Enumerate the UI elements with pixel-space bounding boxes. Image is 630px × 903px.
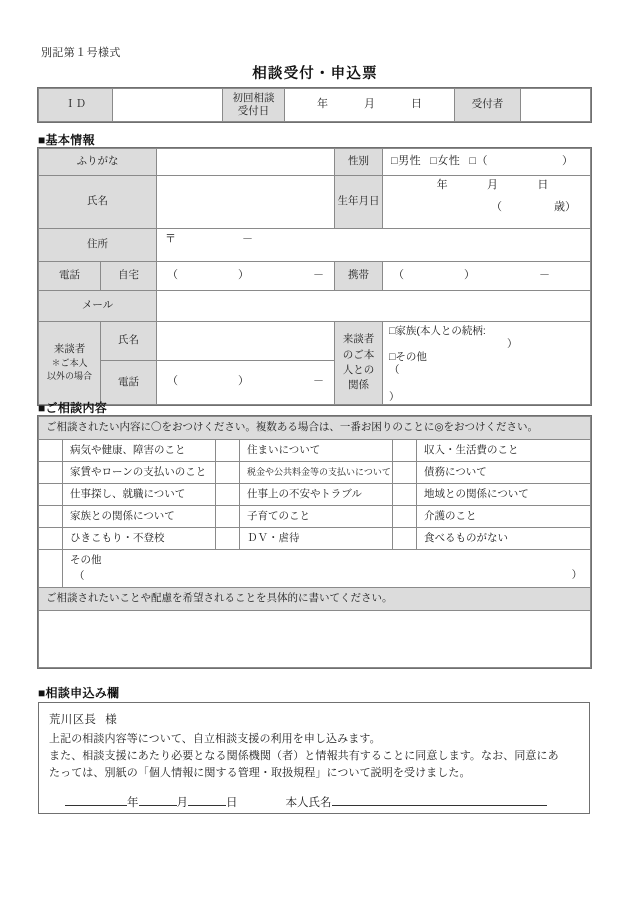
table-row-furigana	[39, 149, 591, 176]
topic-checkbox[interactable]	[39, 440, 63, 462]
receiver-label: 受付者	[455, 89, 521, 122]
phone-home-label: 自宅	[101, 262, 157, 291]
topic-checkbox-other[interactable]	[39, 550, 63, 588]
table-row	[39, 506, 591, 528]
visitor-relation-options[interactable]	[383, 322, 591, 405]
age-unit: 歳）	[554, 200, 576, 213]
postal-dash: －	[242, 233, 253, 245]
topic-checkbox[interactable]	[393, 484, 417, 506]
gender-other-paren-open: （	[476, 155, 488, 168]
signature-name-label: 本人氏名	[285, 797, 332, 810]
signature-month-unit: 月	[176, 797, 188, 810]
phone-label: 電話	[39, 262, 101, 291]
section-heading-basic-info: ■基本情報	[38, 133, 95, 147]
signature-name-input[interactable]	[332, 805, 547, 806]
topic-other-input[interactable]	[63, 550, 591, 588]
topic-checkbox[interactable]	[393, 528, 417, 550]
section-heading-consultation-content: ■ご相談内容	[38, 401, 108, 415]
paren-open: （	[167, 269, 178, 282]
topic-label: 地域との関係について	[417, 484, 591, 506]
relation-other-paren-close: ）	[389, 390, 400, 403]
first-consult-date-label	[223, 89, 285, 122]
visitor-phone-label: 電話	[101, 360, 157, 404]
table-row-instruction	[39, 417, 591, 440]
relation-family-checkbox[interactable]: □家族(本人との続柄:	[389, 325, 486, 337]
application-addressee: 荒川区長	[49, 714, 97, 726]
first-consult-date-label-line1: 初回相談	[232, 91, 275, 104]
topic-checkbox[interactable]	[393, 462, 417, 484]
topic-label: 住まいについて	[240, 440, 393, 462]
table-row	[39, 484, 591, 506]
receiver-input[interactable]	[521, 89, 591, 122]
table-row	[39, 528, 591, 550]
table-row-mail	[39, 291, 591, 322]
table-row-other	[39, 550, 591, 588]
id-input[interactable]	[113, 89, 223, 122]
gender-male-checkbox[interactable]: □男性	[391, 155, 422, 168]
gender-other-paren-close: ）	[561, 155, 574, 168]
gender-label: 性別	[335, 149, 383, 176]
id-label: ＩＤ	[39, 89, 113, 122]
topic-checkbox[interactable]	[216, 506, 240, 528]
hyphen: －	[313, 375, 324, 388]
gender-options[interactable]	[383, 149, 591, 176]
application-box	[38, 702, 590, 814]
year-unit: 年	[317, 98, 328, 111]
visitor-name-input[interactable]	[157, 322, 335, 361]
relation-other-checkbox[interactable]: □その他	[389, 351, 427, 364]
application-signature-row	[49, 794, 579, 810]
basic-info-table	[38, 148, 591, 405]
table-row-name	[39, 176, 591, 229]
topic-label: 税金や公共料金等の支払いについて	[240, 462, 393, 484]
topic-label: ＤＶ・虐待	[240, 528, 393, 550]
topic-label: 債務について	[417, 462, 591, 484]
paren-close: ）	[238, 375, 249, 388]
application-honorific: 様	[105, 714, 118, 726]
topic-label: 食べるものがない	[417, 528, 591, 550]
topic-checkbox[interactable]	[39, 484, 63, 506]
consultation-topics-table	[38, 416, 591, 668]
topic-checkbox[interactable]	[39, 506, 63, 528]
topic-checkbox[interactable]	[393, 506, 417, 528]
table-row-visitor-name	[39, 322, 591, 361]
visitor-label-line3: 以外の場合	[46, 371, 92, 382]
postal-mark-icon: 〒	[165, 233, 176, 245]
visitor-name-label: 氏名	[101, 322, 157, 361]
topic-checkbox[interactable]	[39, 528, 63, 550]
hyphen: －	[313, 269, 324, 282]
phone-home-input[interactable]	[157, 262, 335, 291]
consultation-instruction: ご相談されたい内容に〇をおつけください。複数ある場合は、一番お困りのことに◎をおつけください。	[39, 417, 591, 440]
table-row-phone	[39, 262, 591, 291]
relation-label-line4: 関係	[348, 379, 369, 392]
phone-mobile-label: 携帯	[335, 262, 383, 291]
topic-other-label: その他	[70, 554, 102, 566]
topic-label: 介護のこと	[417, 506, 591, 528]
relation-family-row[interactable]	[389, 325, 590, 351]
mail-label: メール	[39, 291, 157, 322]
relation-label-line3: 人との	[342, 363, 375, 376]
topic-checkbox[interactable]	[216, 462, 240, 484]
topic-checkbox[interactable]	[39, 462, 63, 484]
signature-year-input[interactable]	[65, 805, 127, 806]
freewrite-instruction: ご相談されたいことや配慮を希望されることを具体的に書いてください。	[39, 588, 591, 611]
birth-year-unit: 年	[436, 179, 448, 191]
topic-label: ひきこもり・不登校	[63, 528, 216, 550]
table-row	[39, 89, 591, 122]
table-row-freewrite	[39, 611, 591, 668]
topic-label: 仕事上の不安やトラブル	[240, 484, 393, 506]
table-row	[39, 462, 591, 484]
relation-family-paren-close: ）	[507, 338, 518, 351]
topic-label: 病気や健康、障害のこと	[63, 440, 216, 462]
birth-day-unit: 日	[537, 179, 549, 191]
furigana-label: ふりがな	[39, 149, 157, 176]
address-input[interactable]	[157, 229, 591, 262]
day-unit: 日	[411, 98, 422, 111]
birth-month-unit: 月	[486, 179, 498, 191]
freewrite-textarea[interactable]	[39, 611, 591, 668]
gender-female-checkbox[interactable]: □女性	[430, 155, 461, 168]
birthdate-label: 生年月日	[335, 176, 383, 229]
paren-open: （	[167, 375, 178, 388]
signature-day-input[interactable]	[188, 805, 226, 806]
hyphen: －	[539, 269, 550, 282]
topic-label: 子育てのこと	[240, 506, 393, 528]
receipt-header-table	[38, 88, 591, 122]
topic-checkbox[interactable]	[216, 440, 240, 462]
table-row-address	[39, 229, 591, 262]
visitor-label	[39, 322, 101, 405]
visitor-label-line2: ＊ご本人	[51, 358, 88, 369]
section-heading-application: ■相談申込み欄	[38, 686, 120, 700]
form-number: 別記第１号様式	[41, 47, 121, 59]
paren-close: ）	[464, 269, 475, 282]
first-consult-date-input[interactable]	[285, 89, 455, 122]
signature-month-input[interactable]	[139, 805, 177, 806]
topic-label: 収入・生活費のこと	[417, 440, 591, 462]
relation-other-row[interactable]	[389, 351, 590, 364]
relation-label-line1: 来談者	[342, 333, 375, 346]
visitor-phone-input[interactable]	[157, 360, 335, 404]
topic-label: 家賃やローンの支払いのこと	[63, 462, 216, 484]
topic-checkbox[interactable]	[216, 484, 240, 506]
topic-label: 家族との関係について	[63, 506, 216, 528]
visitor-label-line1: 来談者	[53, 343, 86, 356]
furigana-input[interactable]	[157, 149, 335, 176]
paren-open: （	[393, 269, 404, 282]
birthdate-input[interactable]	[383, 176, 591, 229]
month-unit: 月	[364, 98, 375, 111]
mail-input[interactable]	[157, 291, 591, 322]
age-paren-open: （	[491, 200, 502, 213]
application-body-line-1: 上記の相談内容等について、自立相談支援の利用を申し込みます。	[49, 733, 381, 745]
gender-other-checkbox[interactable]: □	[469, 155, 477, 168]
address-label: 住所	[39, 229, 157, 262]
phone-mobile-input[interactable]	[383, 262, 591, 291]
page-title: 相談受付・申込票	[252, 66, 378, 82]
table-row	[39, 440, 591, 462]
topic-checkbox[interactable]	[393, 440, 417, 462]
relation-other-paren-open: （	[389, 364, 400, 377]
application-body-line-3: たっては、別紙の「個人情報に関する管理・取扱規程」について説明を受けました。	[49, 767, 471, 780]
relation-label-line2: のご本	[342, 348, 375, 361]
topic-label: 仕事探し、就職について	[63, 484, 216, 506]
signature-year-unit: 年	[127, 797, 139, 810]
table-row-freewrite-instruction	[39, 588, 591, 611]
application-addressee-line	[49, 711, 579, 727]
name-input[interactable]	[157, 176, 335, 229]
topic-other-paren-close: ）	[571, 569, 583, 581]
visitor-relation-label	[335, 322, 383, 405]
application-body-line-2: また、相談支援にあたり必要となる関係機関（者）と情報共有することに同意します。なお、同意にあ	[49, 750, 559, 763]
name-label: 氏名	[39, 176, 157, 229]
topic-checkbox[interactable]	[216, 528, 240, 550]
first-consult-date-label-line2: 受付日	[237, 105, 270, 117]
signature-day-unit: 日	[226, 797, 238, 810]
topic-other-paren-open: （	[74, 569, 85, 582]
paren-close: ）	[238, 269, 249, 282]
relation-other-input-row[interactable]	[389, 364, 590, 403]
